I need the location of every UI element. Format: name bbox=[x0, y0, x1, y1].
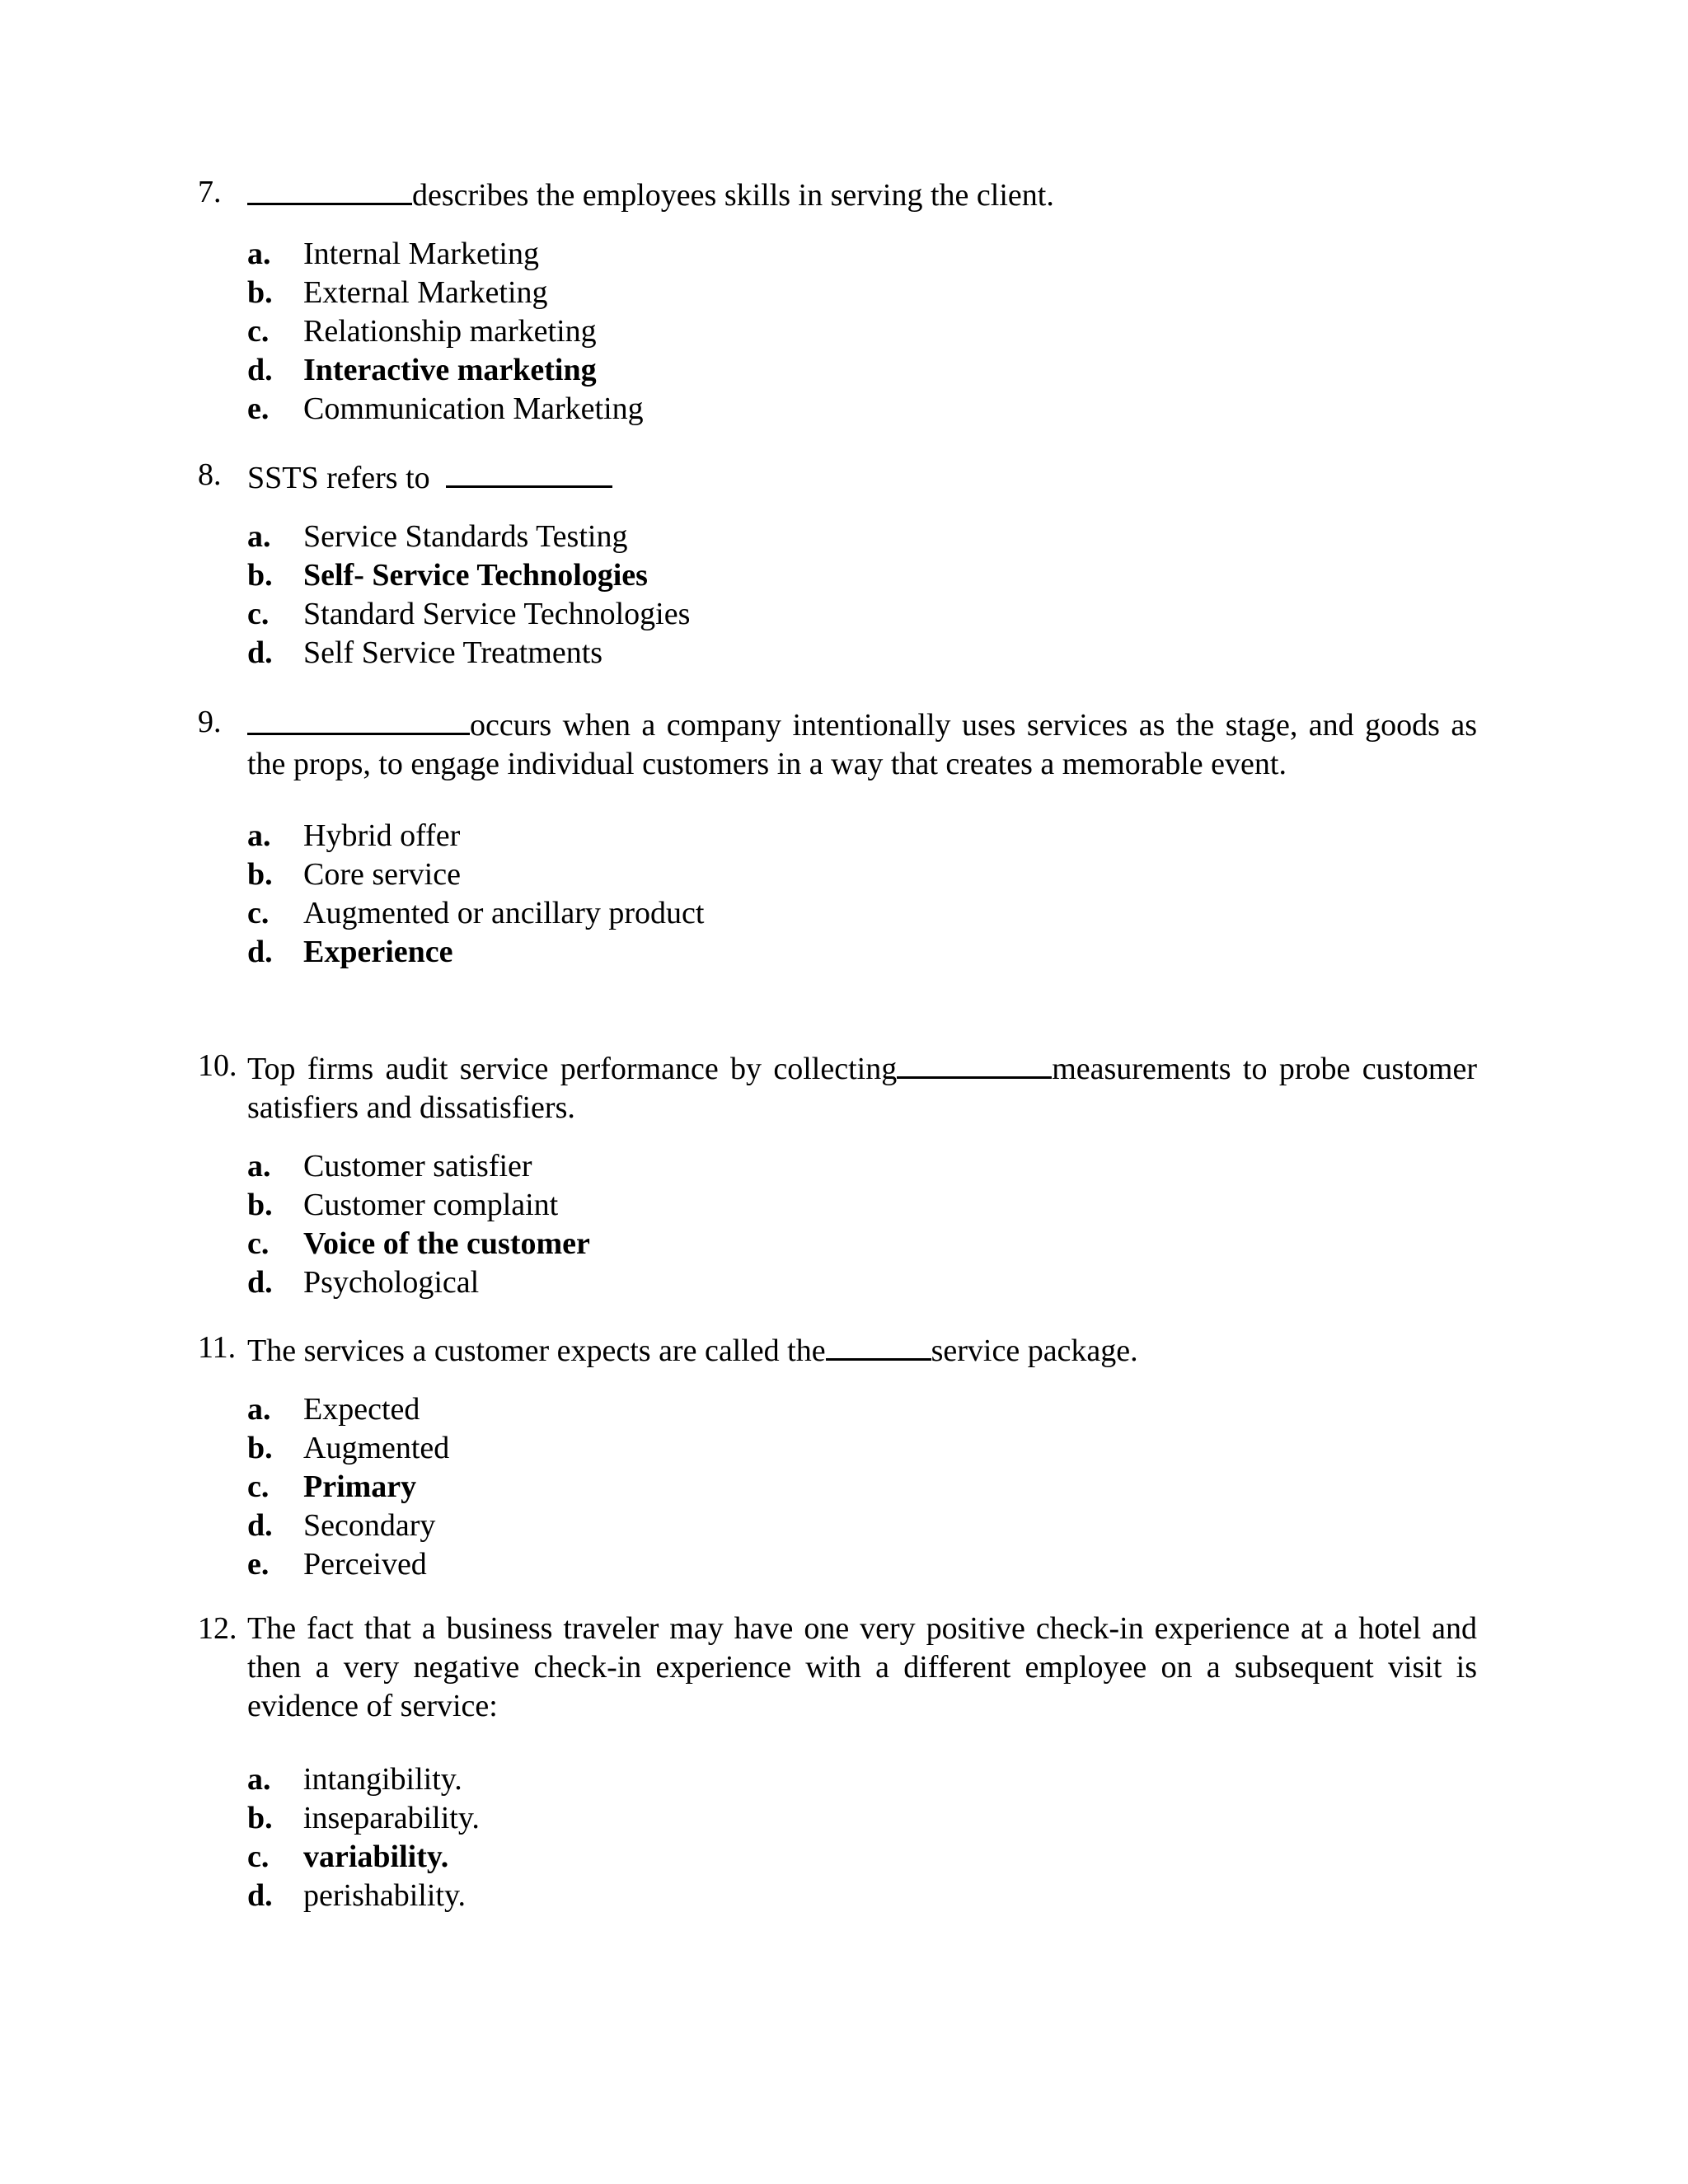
option-letter: b. bbox=[247, 1188, 273, 1222]
option-text: Expected bbox=[303, 1392, 420, 1427]
question-text bbox=[247, 456, 1477, 498]
option bbox=[247, 595, 1477, 634]
question-text-after: service package. bbox=[931, 1333, 1138, 1368]
option-letter: d. bbox=[247, 1265, 273, 1300]
answer-blank bbox=[446, 456, 612, 488]
question-text: The fact that a business traveler may have one very positive check-in experience at a hotel and then a very negative check-in experience with a different employee on a subsequent visit is evidence of service: bbox=[247, 1611, 1477, 1723]
option-letter: c. bbox=[247, 314, 270, 349]
option-text: perishability. bbox=[303, 1878, 466, 1913]
option bbox=[247, 1147, 1477, 1186]
option-letter: a. bbox=[247, 1149, 271, 1183]
option bbox=[247, 235, 1477, 274]
option-letter: b. bbox=[247, 275, 273, 310]
question-stem bbox=[198, 1329, 1477, 1371]
option bbox=[247, 855, 1477, 894]
option bbox=[247, 1186, 1477, 1225]
option-text: Hybrid offer bbox=[303, 818, 461, 853]
option-text: External Marketing bbox=[303, 275, 548, 310]
option bbox=[247, 1545, 1477, 1584]
question-text bbox=[247, 173, 1477, 215]
option-text: Customer complaint bbox=[303, 1188, 559, 1222]
question-11 bbox=[198, 1329, 1477, 1584]
question-number: 12. bbox=[198, 1611, 237, 1646]
option-correct bbox=[247, 1468, 1477, 1507]
option bbox=[247, 1799, 1477, 1838]
question-text-before: Top firms audit service performance by collecting bbox=[247, 1052, 898, 1086]
option-text: Internal Marketing bbox=[303, 237, 539, 271]
option-correct bbox=[247, 933, 1477, 972]
option bbox=[247, 1263, 1477, 1302]
question-12 bbox=[198, 1610, 1477, 1915]
option-text: Interactive marketing bbox=[303, 353, 597, 387]
question-text bbox=[247, 1329, 1477, 1371]
option-letter: e. bbox=[247, 391, 270, 426]
option bbox=[247, 1507, 1477, 1545]
option bbox=[247, 1877, 1477, 1915]
option-list bbox=[247, 518, 1477, 673]
question-stem bbox=[198, 1610, 1477, 1726]
option-text: Standard Service Technologies bbox=[303, 597, 691, 631]
option-list bbox=[247, 1147, 1477, 1302]
option-text: Psychological bbox=[303, 1265, 480, 1300]
question-text-before: SSTS refers to bbox=[247, 461, 438, 495]
option-letter: d. bbox=[247, 1508, 273, 1543]
option-list bbox=[247, 817, 1477, 972]
question-text-after: measurements to probe customer satisfiers and dissatisfiers. bbox=[247, 1052, 1477, 1125]
option-letter: a. bbox=[247, 1392, 271, 1427]
option-letter: b. bbox=[247, 558, 273, 593]
answer-blank bbox=[897, 1047, 1052, 1079]
option-letter: a. bbox=[247, 237, 271, 271]
question-9 bbox=[198, 703, 1477, 972]
option-text: Augmented bbox=[303, 1431, 450, 1465]
option bbox=[247, 1390, 1477, 1429]
option-text: Experience bbox=[303, 935, 453, 969]
option-text: Self- Service Technologies bbox=[303, 558, 648, 593]
option-text: variability. bbox=[303, 1840, 449, 1874]
option bbox=[247, 1760, 1477, 1799]
question-number: 11. bbox=[198, 1330, 237, 1365]
option bbox=[247, 390, 1477, 429]
option-text: Communication Marketing bbox=[303, 391, 644, 426]
question-number: 10. bbox=[198, 1048, 237, 1083]
question-text-after: describes the employees skills in serving the client. bbox=[412, 178, 1054, 213]
option-letter: a. bbox=[247, 818, 271, 853]
option-correct bbox=[247, 1225, 1477, 1263]
option-correct bbox=[247, 1838, 1477, 1877]
option-text: Augmented or ancillary product bbox=[303, 896, 705, 930]
option-letter: b. bbox=[247, 1431, 273, 1465]
option bbox=[247, 274, 1477, 312]
option-list bbox=[247, 1390, 1477, 1584]
question-stem bbox=[198, 456, 1477, 498]
option-letter: c. bbox=[247, 597, 270, 631]
question-number: 9. bbox=[198, 705, 222, 739]
option-letter: c. bbox=[247, 896, 270, 930]
option-text: Primary bbox=[303, 1469, 417, 1504]
option-list bbox=[247, 235, 1477, 429]
option-text: Core service bbox=[303, 857, 461, 892]
option-letter: d. bbox=[247, 935, 273, 969]
question-10 bbox=[198, 1047, 1477, 1302]
option-letter: c. bbox=[247, 1840, 270, 1874]
question-8 bbox=[198, 456, 1477, 673]
option-text: Service Standards Testing bbox=[303, 519, 628, 554]
option bbox=[247, 894, 1477, 933]
answer-blank bbox=[247, 703, 470, 735]
option-text: Perceived bbox=[303, 1547, 427, 1582]
option bbox=[247, 817, 1477, 855]
question-7 bbox=[198, 173, 1477, 429]
question-stem bbox=[198, 703, 1477, 784]
question-stem bbox=[198, 173, 1477, 215]
question-text bbox=[247, 1047, 1477, 1127]
option-text: inseparability. bbox=[303, 1801, 480, 1835]
option bbox=[247, 518, 1477, 556]
question-text-before: The services a customer expects are called the bbox=[247, 1333, 826, 1368]
option-text: Self Service Treatments bbox=[303, 635, 603, 670]
option-text: Voice of the customer bbox=[303, 1226, 590, 1261]
question-text bbox=[247, 703, 1477, 784]
option-letter: d. bbox=[247, 635, 273, 670]
question-stem bbox=[198, 1047, 1477, 1127]
option-letter: a. bbox=[247, 1762, 271, 1797]
option-correct bbox=[247, 556, 1477, 595]
option-text: intangibility. bbox=[303, 1762, 462, 1797]
option bbox=[247, 634, 1477, 673]
option-letter: d. bbox=[247, 353, 273, 387]
question-text-after: occurs when a company intentionally uses services as the stage, and goods as the props, to engage individual customers in a way that creates a memorable event. bbox=[247, 708, 1477, 781]
option-text: Customer satisfier bbox=[303, 1149, 532, 1183]
option-letter: c. bbox=[247, 1469, 270, 1504]
question-number: 8. bbox=[198, 457, 222, 492]
option-letter: d. bbox=[247, 1878, 273, 1913]
option-list bbox=[247, 1760, 1477, 1915]
option-letter: e. bbox=[247, 1547, 270, 1582]
answer-blank bbox=[826, 1329, 931, 1361]
option bbox=[247, 312, 1477, 351]
option-letter: b. bbox=[247, 857, 273, 892]
option-text: Relationship marketing bbox=[303, 314, 597, 349]
option bbox=[247, 1429, 1477, 1468]
option-correct bbox=[247, 351, 1477, 390]
option-letter: a. bbox=[247, 519, 271, 554]
option-letter: b. bbox=[247, 1801, 273, 1835]
question-number: 7. bbox=[198, 175, 222, 209]
option-text: Secondary bbox=[303, 1508, 436, 1543]
answer-blank bbox=[247, 173, 412, 205]
option-letter: c. bbox=[247, 1226, 270, 1261]
